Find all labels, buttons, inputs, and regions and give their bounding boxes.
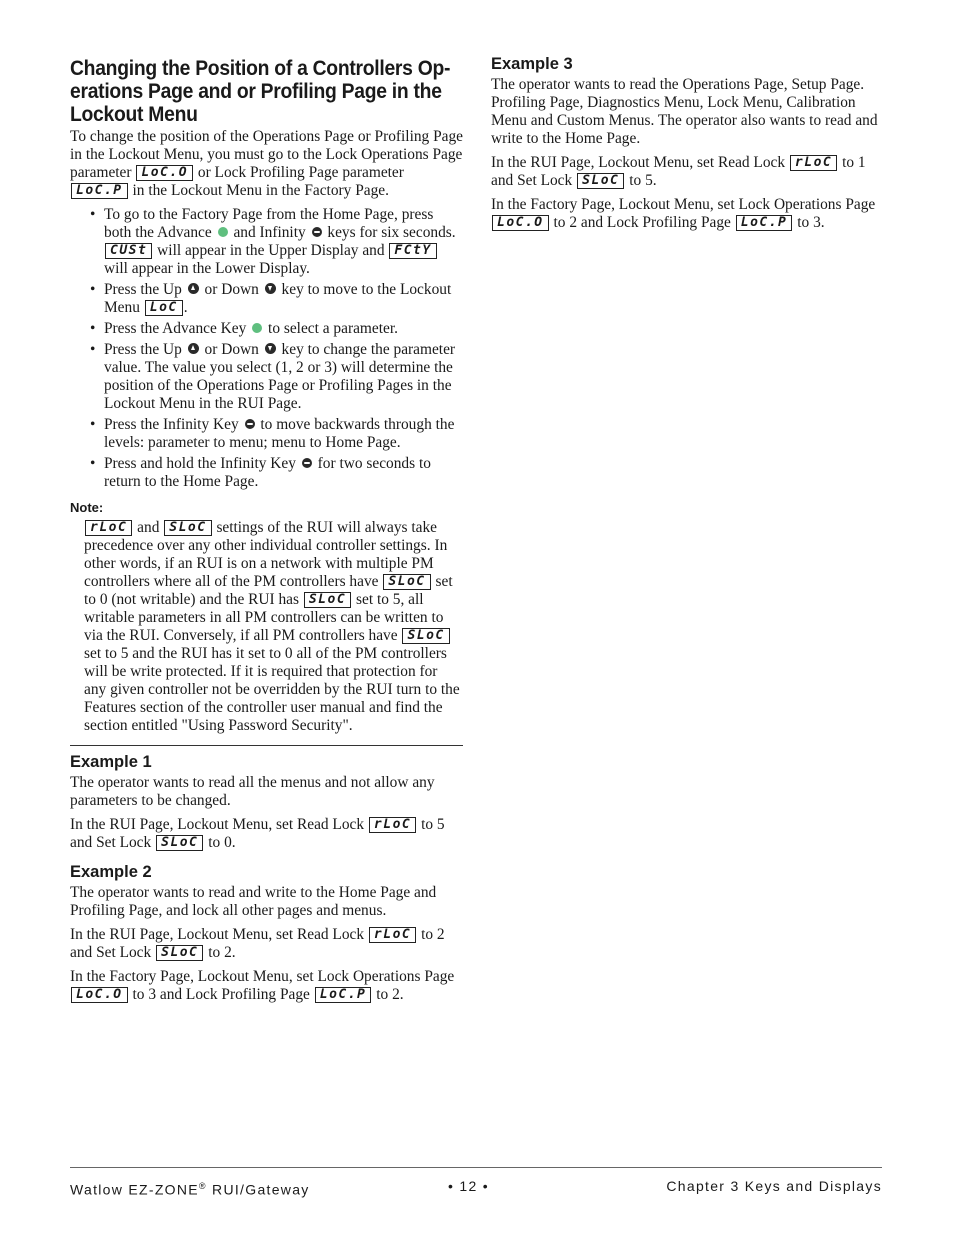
- lcd-sloc: SLoC: [164, 520, 211, 536]
- lcd-sloc: SLoC: [402, 628, 449, 644]
- lcd-rloc: rLoC: [369, 927, 416, 943]
- lcd-sloc: SLoC: [383, 574, 430, 590]
- note-label: Note:: [70, 500, 104, 515]
- down-key-icon: [265, 343, 276, 354]
- page-footer: [70, 1177, 882, 1197]
- list-item: • To go to the Factory Page from the Home Page, press both the Advance and Infinity keys for six seconds. CUSt will appear in the Upper Display and FCtY will appear in the Lower Display.: [104, 206, 463, 278]
- list-item: • Press the Infinity Key to move backwards through the levels: parameter to menu; menu to Home Page.: [104, 416, 463, 452]
- footer-chapter: Chapter 3 Keys and Displays: [666, 1178, 882, 1194]
- infinity-key-icon: [245, 419, 255, 429]
- list-item: • Press the Up or Down key to change the parameter value. The value you select (1, 2 or 3) will determine the position of the Operations Page or Profiling Pages in the Lockout Menu in the RUI Page.: [104, 341, 463, 413]
- example-1-heading: Example 1: [70, 753, 152, 771]
- title-line-1: Changing the Position of a Controllers Op-: [70, 57, 451, 80]
- title-line-3: Lockout Menu: [70, 103, 198, 126]
- instruction-list: [70, 206, 463, 491]
- right-column: [491, 54, 887, 238]
- up-key-icon: [188, 283, 199, 294]
- footer-product: Watlow EZ-ZONE® RUI/Gateway: [70, 1181, 310, 1198]
- section-divider: [70, 745, 463, 746]
- lcd-sloc: SLoC: [156, 835, 203, 851]
- up-key-icon: [188, 343, 199, 354]
- lcd-loc-o: LoC.O: [492, 215, 549, 231]
- lcd-fcty: FCtY: [389, 243, 436, 259]
- page-title: [70, 57, 466, 126]
- lcd-sloc: SLoC: [577, 173, 624, 189]
- lcd-rloc: rLoC: [85, 520, 132, 536]
- lcd-sloc: SLoC: [156, 945, 203, 961]
- infinity-key-icon: [312, 227, 322, 237]
- lcd-rloc: rLoC: [790, 155, 837, 171]
- lcd-rloc: rLoC: [369, 817, 416, 833]
- list-item: • Press the Up or Down key to move to the Lockout Menu LoC .: [104, 281, 463, 317]
- page-number: • 12 •: [448, 1178, 489, 1194]
- list-item: • Press and hold the Infinity Key for two seconds to return to the Home Page.: [104, 455, 463, 491]
- example-2: Example 2 The operator wants to read and write to the Home Page and Profiling Page, and lock all other pages and menus. In the RUI Page, Lockout Menu, set Read Lock rLoC to 2 and Set Lock SLoC to 2. In the Factory Page, Lockout Menu, set Lock Operations Page LoC.O to 3 and Lock Profiling Page LoC.P to 2.: [70, 862, 463, 1004]
- list-item: • Press the Advance Key to select a parameter.: [104, 320, 463, 338]
- example-3-heading: Example 3: [491, 55, 573, 73]
- title-line-2: erations Page and or Profiling Page in the: [70, 80, 442, 103]
- lcd-loc: LoC: [145, 300, 183, 316]
- advance-key-icon: [252, 323, 262, 333]
- lcd-loc-p: LoC.P: [315, 987, 372, 1003]
- down-key-icon: [265, 283, 276, 294]
- infinity-key-icon: [302, 458, 312, 468]
- example-2-heading: Example 2: [70, 863, 152, 881]
- intro-paragraph: To change the position of the Operations Page or Profiling Page in the Lockout Menu, you must go to the Lock Operations Page parameter LoC.O or Lock Profiling Page parameter LoC.P in the Lockout Menu in the Factory Page.: [70, 128, 464, 199]
- advance-key-icon: [218, 227, 228, 237]
- lcd-loc-p: LoC.P: [736, 215, 793, 231]
- example-3: Example 3 The operator wants to read the Operations Page, Setup Page. Profiling Page, Diagnostics Menu, Lock Menu, Calibration Menu and Custom Menus. The operator also wants to read and write to the Home Page. In the RUI Page, Lockout Menu, set Read Lock rLoC to 1 and Set Lock SLoC to 5. In the Factory Page, Lockout Menu, set Lock Operations Page LoC.O to 2 and Lock Profiling Page LoC.P to 3.: [491, 54, 887, 232]
- footer-rule: [70, 1167, 882, 1168]
- lcd-cust: CUSt: [105, 243, 152, 259]
- left-column: [70, 54, 463, 1010]
- lcd-sloc: SLoC: [304, 592, 351, 608]
- example-1: Example 1 The operator wants to read all the menus and not allow any parameters to be changed. In the RUI Page, Lockout Menu, set Read Lock rLoC to 5 and Set Lock SLoC to 0.: [70, 752, 463, 852]
- note-body: rLoC and SLoC settings of the RUI will always take precedence over any other individual controller settings. In other words, if an RUI is on a network with multiple PM controllers where all of the PM controllers have SLoC set to 0 (not writable) and the RUI has SLoC set to 5, all writable parameters in all PM controllers can be written to via the RUI. Conversely, if all PM controllers have SLoC set to 5 and the RUI has it set to 0 all of the PM controllers will be write protected. If it is required that protection for any given controller not be overridden by the RUI turn to the Features section of the controller user manual and find the section entitled "Using Password Security".: [84, 519, 460, 734]
- lcd-loc-o: LoC.O: [136, 165, 193, 181]
- lcd-loc-o: LoC.O: [71, 987, 128, 1003]
- lcd-loc-p: LoC.P: [71, 183, 128, 199]
